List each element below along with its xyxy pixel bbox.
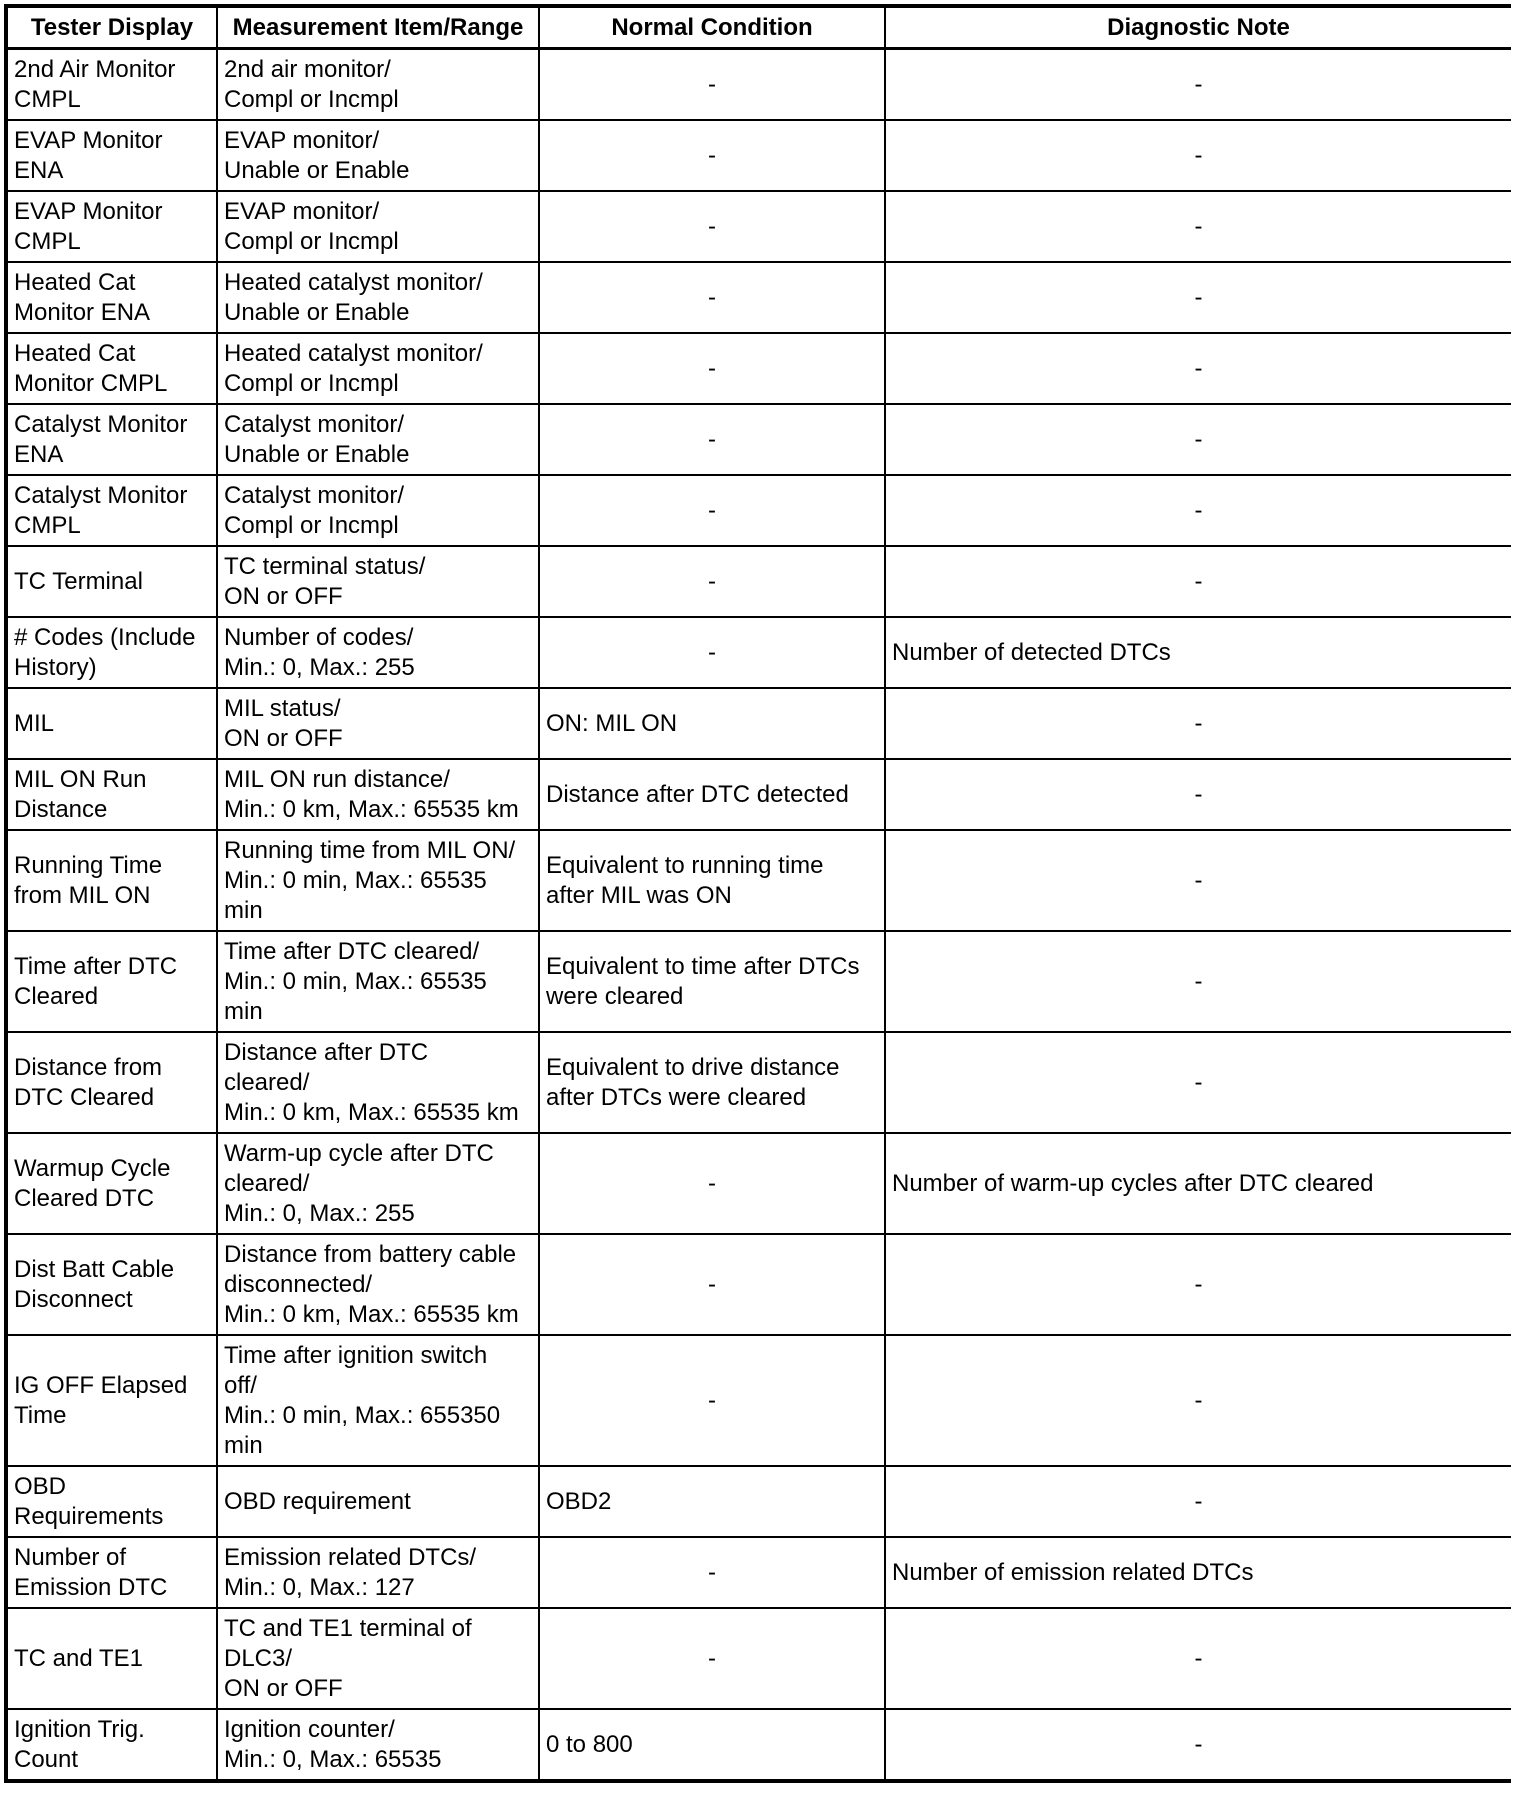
cell-measurement: TC terminal status/ ON or OFF: [217, 546, 539, 617]
cell-measurement: 2nd air monitor/ Compl or Incmpl: [217, 49, 539, 121]
table-row: [6, 759, 1511, 830]
cell-tester-display: EVAP Monitor CMPL: [6, 191, 217, 262]
cell-measurement: Emission related DTCs/ Min.: 0, Max.: 127: [217, 1537, 539, 1608]
cell-tester-display: Number of Emission DTC: [6, 1537, 217, 1608]
cell-normal-condition: -: [539, 1537, 885, 1608]
cell-normal-condition: -: [539, 333, 885, 404]
cell-normal-condition: Equivalent to running time after MIL was ON: [539, 830, 885, 931]
cell-normal-condition: Equivalent to drive distance after DTCs were cleared: [539, 1032, 885, 1133]
table-row: [6, 1032, 1511, 1133]
cell-tester-display: EVAP Monitor ENA: [6, 120, 217, 191]
table-row: [6, 475, 1511, 546]
document-page: [4, 4, 1511, 1808]
table-row: [6, 191, 1511, 262]
cell-diagnostic-note: -: [885, 404, 1511, 475]
cell-normal-condition: -: [539, 49, 885, 121]
cell-diagnostic-note: -: [885, 333, 1511, 404]
cell-measurement: MIL status/ ON or OFF: [217, 688, 539, 759]
cell-measurement: Catalyst monitor/ Unable or Enable: [217, 404, 539, 475]
cell-diagnostic-note: -: [885, 931, 1511, 1032]
cell-tester-display: MIL ON Run Distance: [6, 759, 217, 830]
cell-normal-condition: -: [539, 546, 885, 617]
cell-diagnostic-note: -: [885, 49, 1511, 121]
cell-normal-condition: 0 to 800: [539, 1709, 885, 1781]
cell-tester-display: # Codes (Include History): [6, 617, 217, 688]
cell-measurement: TC and TE1 terminal of DLC3/ ON or OFF: [217, 1608, 539, 1709]
header-row: [6, 6, 1511, 49]
cell-normal-condition: -: [539, 617, 885, 688]
cell-diagnostic-note: -: [885, 1234, 1511, 1335]
cell-tester-display: Heated Cat Monitor CMPL: [6, 333, 217, 404]
diagnostic-data-table: [4, 4, 1511, 1783]
cell-tester-display: Ignition Trig. Count: [6, 1709, 217, 1781]
cell-measurement: Ignition counter/ Min.: 0, Max.: 65535: [217, 1709, 539, 1781]
cell-diagnostic-note: -: [885, 262, 1511, 333]
cell-tester-display: TC Terminal: [6, 546, 217, 617]
cell-measurement: Warm-up cycle after DTC cleared/ Min.: 0, Max.: 255: [217, 1133, 539, 1234]
cell-tester-display: TC and TE1: [6, 1608, 217, 1709]
cell-normal-condition: -: [539, 1133, 885, 1234]
table-row: [6, 49, 1511, 121]
cell-tester-display: Running Time from MIL ON: [6, 830, 217, 931]
cell-normal-condition: Distance after DTC detected: [539, 759, 885, 830]
cell-measurement: Number of codes/ Min.: 0, Max.: 255: [217, 617, 539, 688]
cell-tester-display: Heated Cat Monitor ENA: [6, 262, 217, 333]
cell-diagnostic-note: -: [885, 1709, 1511, 1781]
cell-measurement: EVAP monitor/ Unable or Enable: [217, 120, 539, 191]
table-row: [6, 1335, 1511, 1466]
cell-measurement: Running time from MIL ON/ Min.: 0 min, Max.: 65535 min: [217, 830, 539, 931]
cell-diagnostic-note: -: [885, 1608, 1511, 1709]
cell-diagnostic-note: Number of emission related DTCs: [885, 1537, 1511, 1608]
cell-diagnostic-note: -: [885, 475, 1511, 546]
cell-diagnostic-note: Number of warm-up cycles after DTC cleared: [885, 1133, 1511, 1234]
cell-tester-display: OBD Requirements: [6, 1466, 217, 1537]
cell-measurement: Time after DTC cleared/ Min.: 0 min, Max.: 65535 min: [217, 931, 539, 1032]
header-tester-display: Tester Display: [6, 6, 217, 49]
cell-normal-condition: Equivalent to time after DTCs were cleared: [539, 931, 885, 1032]
table-row: [6, 1608, 1511, 1709]
table-header: [6, 6, 1511, 49]
cell-tester-display: Warmup Cycle Cleared DTC: [6, 1133, 217, 1234]
cell-measurement: Distance after DTC cleared/ Min.: 0 km, Max.: 65535 km: [217, 1032, 539, 1133]
table-row: [6, 1133, 1511, 1234]
cell-tester-display: Time after DTC Cleared: [6, 931, 217, 1032]
cell-diagnostic-note: -: [885, 688, 1511, 759]
table-row: [6, 830, 1511, 931]
table-row: [6, 1234, 1511, 1335]
cell-diagnostic-note: -: [885, 546, 1511, 617]
cell-measurement: Distance from battery cable disconnected/ Min.: 0 km, Max.: 65535 km: [217, 1234, 539, 1335]
table-row: [6, 404, 1511, 475]
table-row: [6, 931, 1511, 1032]
table-row: [6, 120, 1511, 191]
cell-measurement: OBD requirement: [217, 1466, 539, 1537]
cell-normal-condition: OBD2: [539, 1466, 885, 1537]
cell-measurement: Time after ignition switch off/ Min.: 0 min, Max.: 655350 min: [217, 1335, 539, 1466]
cell-normal-condition: -: [539, 404, 885, 475]
header-diagnostic-note: Diagnostic Note: [885, 6, 1511, 49]
cell-measurement: EVAP monitor/ Compl or Incmpl: [217, 191, 539, 262]
cell-tester-display: Distance from DTC Cleared: [6, 1032, 217, 1133]
table-row: [6, 1537, 1511, 1608]
cell-diagnostic-note: -: [885, 759, 1511, 830]
cell-measurement: Heated catalyst monitor/ Compl or Incmpl: [217, 333, 539, 404]
header-measurement-item-range: Measurement Item/Range: [217, 6, 539, 49]
table-body: [6, 49, 1511, 1782]
cell-normal-condition: -: [539, 1335, 885, 1466]
cell-tester-display: 2nd Air Monitor CMPL: [6, 49, 217, 121]
cell-normal-condition: ON: MIL ON: [539, 688, 885, 759]
cell-normal-condition: -: [539, 191, 885, 262]
cell-normal-condition: -: [539, 1234, 885, 1335]
table-row: [6, 1709, 1511, 1781]
cell-diagnostic-note: -: [885, 1466, 1511, 1537]
cell-tester-display: MIL: [6, 688, 217, 759]
cell-tester-display: Catalyst Monitor CMPL: [6, 475, 217, 546]
header-normal-condition: Normal Condition: [539, 6, 885, 49]
cell-normal-condition: -: [539, 120, 885, 191]
cell-normal-condition: -: [539, 262, 885, 333]
cell-normal-condition: -: [539, 1608, 885, 1709]
cell-normal-condition: -: [539, 475, 885, 546]
table-row: [6, 688, 1511, 759]
cell-measurement: MIL ON run distance/ Min.: 0 km, Max.: 65535 km: [217, 759, 539, 830]
cell-measurement: Catalyst monitor/ Compl or Incmpl: [217, 475, 539, 546]
cell-diagnostic-note: Number of detected DTCs: [885, 617, 1511, 688]
table-row: [6, 262, 1511, 333]
cell-diagnostic-note: -: [885, 120, 1511, 191]
cell-diagnostic-note: -: [885, 1032, 1511, 1133]
cell-diagnostic-note: -: [885, 1335, 1511, 1466]
cell-measurement: Heated catalyst monitor/ Unable or Enable: [217, 262, 539, 333]
cell-tester-display: Dist Batt Cable Disconnect: [6, 1234, 217, 1335]
table-row: [6, 546, 1511, 617]
table-row: [6, 333, 1511, 404]
cell-tester-display: Catalyst Monitor ENA: [6, 404, 217, 475]
table-row: [6, 617, 1511, 688]
cell-tester-display: IG OFF Elapsed Time: [6, 1335, 217, 1466]
cell-diagnostic-note: -: [885, 830, 1511, 931]
cell-diagnostic-note: -: [885, 191, 1511, 262]
table-row: [6, 1466, 1511, 1537]
